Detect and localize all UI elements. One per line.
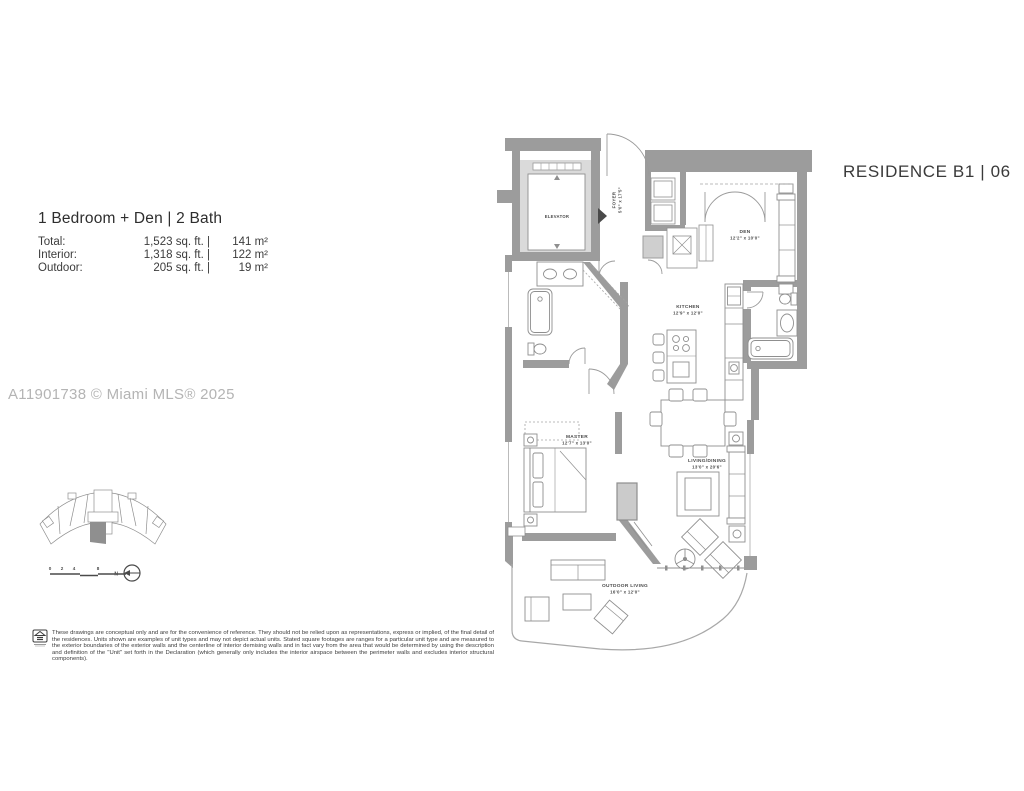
unit-summary <box>38 210 268 275</box>
bath2-fixtures <box>748 293 797 359</box>
kitchen-counter-east <box>725 284 743 400</box>
elevator-room <box>520 160 591 252</box>
summary-row-label: Interior: <box>38 249 77 261</box>
residence-title: RESIDENCE B1 | 06 <box>843 162 1011 181</box>
living-dims: 13'0" x 20'6" <box>692 464 722 470</box>
outdoor-label: OUTDOOR LIVING <box>601 584 649 589</box>
elevator-label: ELEVATOR <box>544 214 570 219</box>
summary-row-imperial: 1,523 sq. ft. | <box>143 236 210 248</box>
mls-watermark: A11901738 © Miami MLS® 2025 <box>8 386 235 403</box>
svg-text:5'0" x 17'5": 5'0" x 17'5" <box>617 187 623 213</box>
wall-unit <box>508 527 525 536</box>
summary-row-metric: 19 m² <box>238 262 268 274</box>
outdoor-furniture <box>525 560 628 634</box>
summary-row-label: Outdoor: <box>38 262 83 274</box>
outdoor-dims: 16'0" x 12'0" <box>610 589 640 595</box>
living-label: LIVING/DINING <box>687 459 727 464</box>
unit-summary-table <box>38 236 268 275</box>
master-bath-fixtures <box>528 262 583 355</box>
washer-dryer <box>651 178 675 224</box>
shaft <box>643 236 663 258</box>
den-dims: 12'2" x 10'0" <box>730 235 760 241</box>
living-sofa <box>727 432 745 542</box>
kitchen-island <box>653 330 696 383</box>
foyer-label <box>612 187 623 213</box>
unit-type-heading: 1 Bedroom + Den | 2 Bath <box>38 210 223 227</box>
master-bed <box>524 434 589 526</box>
keyplan <box>28 474 178 586</box>
dining-set <box>650 389 736 457</box>
kitchen-dims: 12'9" x 12'0" <box>673 310 703 316</box>
summary-row-imperial: 1,318 sq. ft. | <box>143 249 210 261</box>
scale-tick: 8 <box>96 566 100 571</box>
master-dims: 12'7" x 13'0" <box>562 440 592 446</box>
summary-row-imperial: 205 sq. ft. | <box>153 262 210 274</box>
equal-housing-icon <box>32 629 48 647</box>
summary-row-label: Total: <box>38 236 66 248</box>
highlighted-unit <box>90 522 106 544</box>
summary-row-metric: 122 m² <box>232 249 268 261</box>
north-arrow-icon <box>114 565 140 581</box>
ac-closet <box>617 483 637 520</box>
den-label: DEN <box>739 230 751 235</box>
master-label: MASTER <box>565 435 589 440</box>
scale-tick: 0 <box>48 566 52 571</box>
kitchen-counter-north <box>667 225 713 268</box>
floorplan-drawing <box>495 112 825 662</box>
scale-tick: 2 <box>60 566 64 571</box>
legal-disclaimer: These drawings are conceptual only and are for the convenience of reference. They should not be relied upon as representations, express or implied, of the final detail of the residences. Units shown are examples of unit types and may not depict actual units. Stated square footages are ranges for a particular unit type and are measured to the exterior boundaries of the exterior walls and the centerline of interior demising walls and in fact vary from the area that would be determined by using the description and definition of the "Unit" set forth in the Declaration (which generally only includes the interior airspace between the perimeter walls and excludes interior structural components). <box>52 630 494 662</box>
summary-row-metric: 141 m² <box>232 236 268 248</box>
svg-text:N: N <box>114 571 118 578</box>
den-sofa <box>777 184 795 294</box>
scale-tick: 4 <box>72 566 76 571</box>
coffee-table <box>677 472 719 516</box>
svg-text:FOYER: FOYER <box>611 191 617 209</box>
kitchen-label: KITCHEN <box>676 305 700 310</box>
entry-marker <box>598 208 607 224</box>
